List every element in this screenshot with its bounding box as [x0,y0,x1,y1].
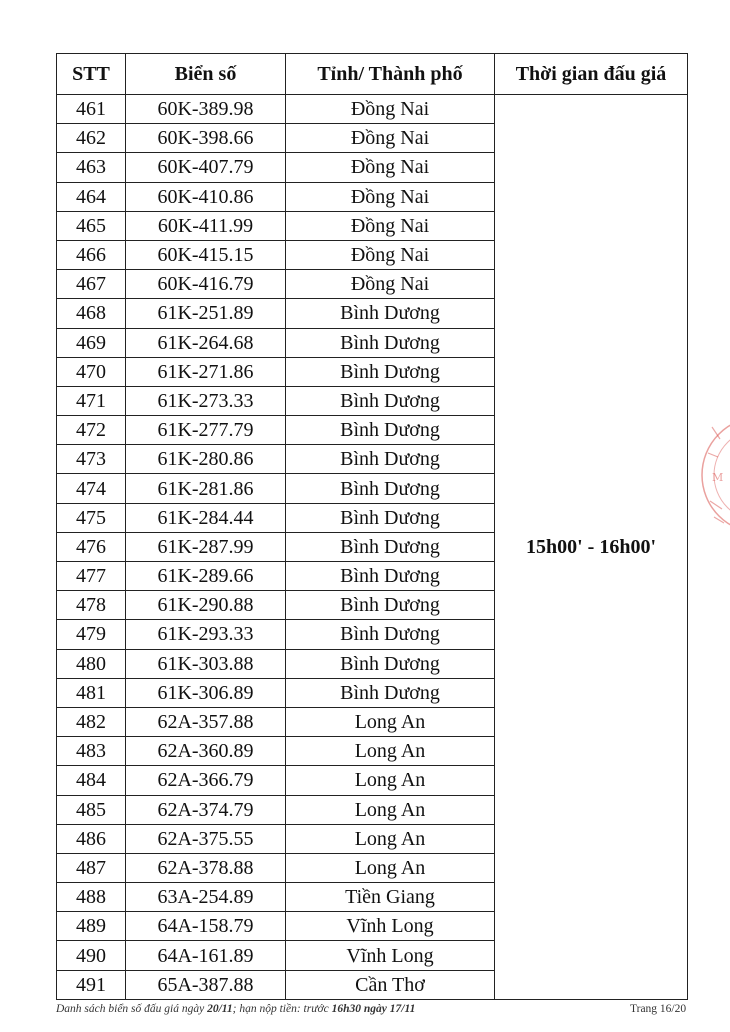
cell-plate: 62A-360.89 [126,737,286,766]
cell-plate: 62A-374.79 [126,795,286,824]
table-row [57,95,688,124]
cell-stt: 462 [57,124,126,153]
red-seal-stamp-icon [698,405,730,545]
cell-province: Đồng Nai [286,270,495,299]
cell-province: Bình Dương [286,620,495,649]
footer-note-prefix: Danh sách biển số đấu giá ngày [56,1003,208,1015]
cell-stt: 464 [57,182,126,211]
table-body [57,95,688,1000]
cell-province: Bình Dương [286,416,495,445]
cell-province: Bình Dương [286,357,495,386]
cell-stt: 490 [57,941,126,970]
cell-stt: 478 [57,591,126,620]
header-stt: STT [57,54,126,95]
cell-plate: 62A-366.79 [126,766,286,795]
cell-plate: 62A-357.88 [126,707,286,736]
cell-province: Vĩnh Long [286,941,495,970]
cell-province: Đồng Nai [286,182,495,211]
cell-province: Bình Dương [286,562,495,591]
cell-stt: 486 [57,824,126,853]
cell-plate: 61K-251.89 [126,299,286,328]
cell-stt: 472 [57,416,126,445]
cell-stt: 491 [57,970,126,999]
cell-plate: 64A-158.79 [126,912,286,941]
cell-province: Long An [286,766,495,795]
footer-auction-date: 20/11 [207,1003,233,1015]
cell-stt: 473 [57,445,126,474]
cell-stt: 485 [57,795,126,824]
cell-stt: 471 [57,386,126,415]
cell-plate: 60K-411.99 [126,211,286,240]
cell-plate: 63A-254.89 [126,883,286,912]
cell-plate: 61K-273.33 [126,386,286,415]
cell-province: Bình Dương [286,328,495,357]
cell-stt: 470 [57,357,126,386]
cell-plate: 61K-290.88 [126,591,286,620]
cell-province: Bình Dương [286,591,495,620]
cell-stt: 477 [57,562,126,591]
cell-stt: 468 [57,299,126,328]
footer-note [56,1003,415,1015]
footer-deadline: 16h30 ngày 17/11 [331,1003,416,1015]
cell-stt: 479 [57,620,126,649]
cell-province: Bình Dương [286,474,495,503]
page-number: Trang 16/20 [630,1003,687,1015]
cell-province: Bình Dương [286,386,495,415]
cell-province: Đồng Nai [286,240,495,269]
cell-stt: 475 [57,503,126,532]
cell-province: Bình Dương [286,649,495,678]
cell-plate: 61K-280.86 [126,445,286,474]
cell-stt: 481 [57,678,126,707]
cell-plate: 61K-281.86 [126,474,286,503]
cell-plate: 60K-410.86 [126,182,286,211]
cell-province: Long An [286,824,495,853]
cell-province: Đồng Nai [286,153,495,182]
cell-plate: 65A-387.88 [126,970,286,999]
cell-plate: 61K-284.44 [126,503,286,532]
cell-province: Cần Thơ [286,970,495,999]
cell-province: Bình Dương [286,678,495,707]
cell-auction-time: 15h00' - 16h00' [495,95,688,1000]
table-header-row [57,54,688,95]
cell-stt: 467 [57,270,126,299]
cell-stt: 465 [57,211,126,240]
cell-province: Vĩnh Long [286,912,495,941]
cell-stt: 476 [57,532,126,561]
cell-plate: 60K-398.66 [126,124,286,153]
cell-plate: 60K-389.98 [126,95,286,124]
cell-plate: 61K-287.99 [126,532,286,561]
footer-note-middle: ; hạn nộp tiền: trước [232,1003,332,1015]
cell-plate: 62A-375.55 [126,824,286,853]
cell-stt: 463 [57,153,126,182]
cell-stt: 466 [57,240,126,269]
cell-province: Long An [286,853,495,882]
auction-plate-table [56,53,688,1000]
cell-province: Đồng Nai [286,211,495,240]
cell-plate: 61K-306.89 [126,678,286,707]
cell-plate: 60K-407.79 [126,153,286,182]
cell-stt: 487 [57,853,126,882]
cell-plate: 61K-271.86 [126,357,286,386]
cell-stt: 461 [57,95,126,124]
cell-plate: 61K-277.79 [126,416,286,445]
header-auction-time: Thời gian đấu giá [495,54,688,95]
cell-stt: 480 [57,649,126,678]
cell-plate: 61K-264.68 [126,328,286,357]
cell-province: Tiền Giang [286,883,495,912]
cell-plate: 64A-161.89 [126,941,286,970]
cell-province: Bình Dương [286,503,495,532]
cell-province: Long An [286,737,495,766]
cell-stt: 482 [57,707,126,736]
cell-province: Long An [286,795,495,824]
cell-stt: 483 [57,737,126,766]
header-plate: Biển số [126,54,286,95]
cell-province: Bình Dương [286,299,495,328]
cell-province: Đồng Nai [286,95,495,124]
svg-text:M: M [712,471,724,484]
header-province: Tỉnh/ Thành phố [286,54,495,95]
cell-province: Bình Dương [286,532,495,561]
cell-province: Bình Dương [286,445,495,474]
cell-plate: 60K-415.15 [126,240,286,269]
cell-plate: 61K-303.88 [126,649,286,678]
cell-stt: 489 [57,912,126,941]
cell-stt: 488 [57,883,126,912]
cell-plate: 61K-293.33 [126,620,286,649]
cell-stt: 469 [57,328,126,357]
cell-plate: 62A-378.88 [126,853,286,882]
cell-province: Long An [286,707,495,736]
cell-plate: 61K-289.66 [126,562,286,591]
cell-stt: 474 [57,474,126,503]
cell-stt: 484 [57,766,126,795]
cell-plate: 60K-416.79 [126,270,286,299]
cell-province: Đồng Nai [286,124,495,153]
